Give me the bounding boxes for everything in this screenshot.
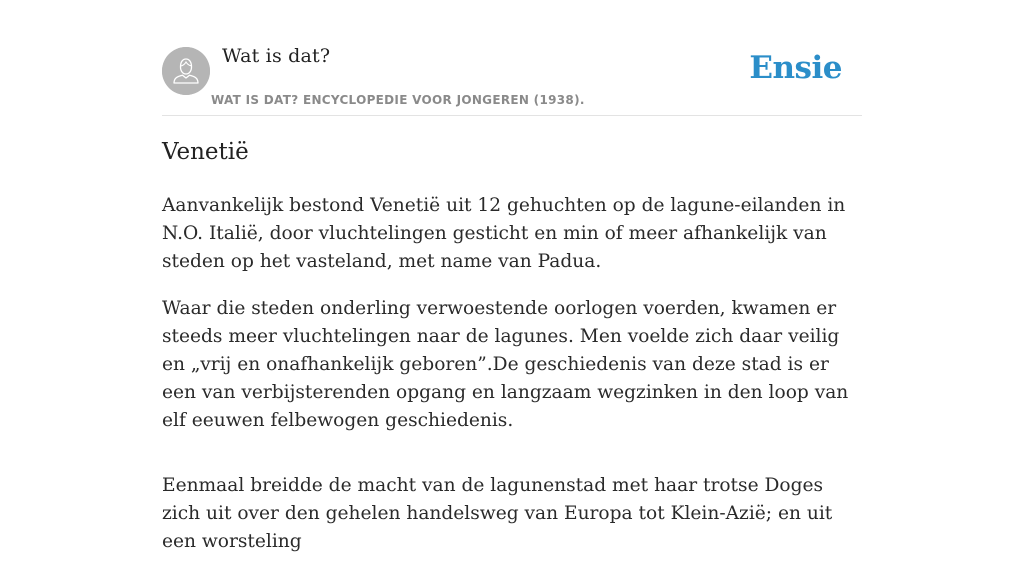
source-header	[162, 0, 862, 116]
article-paragraph: Eenmaal breidde de macht van de lagunenstad met haar trotse Doges zich uit over den gehelen handelsweg van Europa tot Klein-Azië; en uit een worsteling	[162, 475, 833, 552]
source-title-link[interactable]: Wat is dat?	[222, 45, 331, 67]
article-paragraph: Waar die steden onderling verwoestende oorlogen voerden, kwamen er steeds meer vluchtelingen naar de lagunes. Men voelde zich daar veilig en „vrij en onafhankelijk geboren”.De geschiedenis van deze stad is er een van verbijsterenden opgang en langzaam wegzinken in den loop van elf eeuwen felbewogen geschiedenis.	[162, 298, 849, 431]
content-container	[162, 0, 862, 552]
article-body	[162, 192, 862, 575]
user-avatar-icon[interactable]	[162, 47, 210, 95]
ensie-logo-link[interactable]: Ensie	[749, 50, 842, 86]
article-title: Venetië	[162, 139, 249, 165]
article-paragraph: Aanvankelijk bestond Venetië uit 12 gehuchten op de lagune-eilanden in N.O. Italië, door vluchtelingen gesticht en min of meer afhankelijk van steden op het vasteland, met name van Padua.	[162, 195, 846, 272]
source-subtitle: WAT IS DAT? ENCYCLOPEDIE VOOR JONGEREN (1938).	[211, 93, 585, 107]
